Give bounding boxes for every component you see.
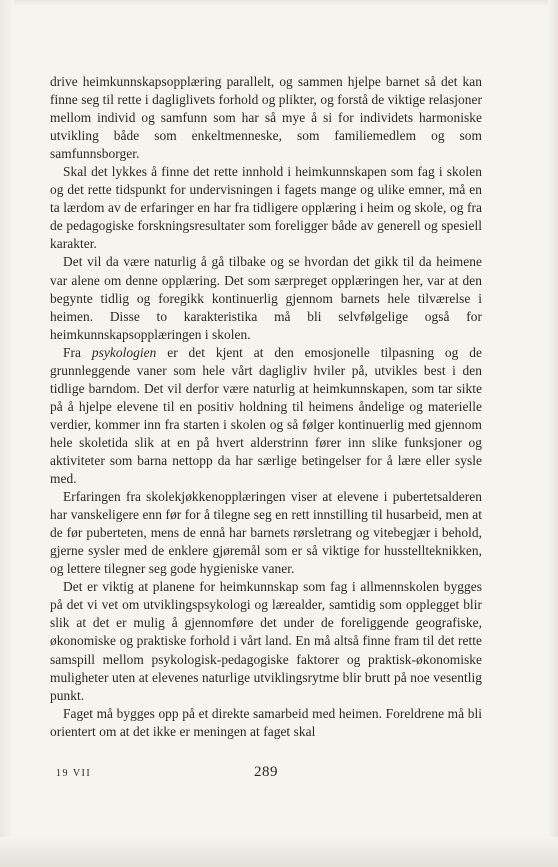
paragraph-5: Erfaringen fra skolekjøkkenopplæringen viser at elevene i pubertetsalderen har vanskeligere enn før for å tilegne seg en rett innstilling til husarbeid, men at de før puberteten, mens de ennå har barnets rørsletrang og vitebegjær i behold, gjerne sysler med de enklere gjøremål som er så viktige for husstellteknikken, og lettere tilegner seg gode hygieniske vaner.: [50, 489, 482, 577]
page-edge-left: [0, 0, 14, 867]
paragraph-4: [50, 344, 482, 488]
page-footer: [50, 765, 482, 785]
paragraph-4-text: er det kjent at den emosjonelle tilpasning og de grunnleggende vaner som hele vårt dagligliv hviler på, utvikles best i den tidlige barndom. Det vil derfor være naturlig at heimkunnskapen, som tar sikte på å hjelpe elevene til en positiv holdning til heimens åndelige og materielle verdier, kommer inn fra starten i skolen og så følger kontinuerlig med gjennom hele skoletida slik at en på hvert alderstrinn fører inn slike funksjoner og aktiviteter som barna nettopp da har særlige betingelser for å lære eller sysle med.: [50, 344, 482, 487]
page-number: 289: [254, 764, 278, 780]
body-text: [50, 73, 482, 741]
paragraph-1: drive heimkunnskapsopplæring parallelt, og sammen hjelpe barnet så det kan finne seg til rette i dagliglivets forhold og plikter, og forstå de viktige relasjoner mellom individ og samfunn som har så mye å si for individets harmoniske utvikling både som enkeltmenneske, som familiemedlem og som samfunnsborger.: [50, 74, 482, 162]
page-edge-bottom: [0, 837, 558, 867]
page-edge-top: [0, 0, 558, 6]
signature-mark: 19 VII: [56, 768, 92, 779]
page-edge-right: [548, 0, 558, 867]
paragraph-2: Skal det lykkes å finne det rette innhold i heimkunnskapen som fag i skolen og det rette tidspunkt for undervisningen i fagets mange og ulike emner, må en ta lærdom av de erfaringer en har fra tidligere opplæring i heim og skole, og fra de pedagogiske forskningsresultater som foreligger både av generell og spesiell karakter.: [50, 164, 482, 252]
paragraph-3: Det vil da være naturlig å gå tilbake og se hvordan det gikk til da heimene var alene om denne opplæring. Det som særpreget opplæringen her, var at den begynte tidlig og foregikk kontinuerlig gjennom barnets hele tilværelse i heimen. Disse to karakteristika må bli selvfølgelige også for heimkunnskapsopplæringen i skolen.: [50, 254, 482, 342]
emphasis-psykologien: psykologien: [91, 344, 157, 360]
paragraph-4-prefix: Fra: [63, 344, 92, 360]
paragraph-7: Faget må bygges opp på et direkte samarbeid med heimen. Foreldrene må bli orientert om at det ikke er meningen at faget skal: [50, 705, 482, 739]
paragraph-6: Det er viktig at planene for heimkunnskap som fag i allmennskolen bygges på det vi vet om utviklingspsykologi og lærealder, samtidig som opplegget blir slik at det er mulig å gjennomføre det under de foreliggende geografiske, økonomiske og praktiske forhold i vårt land. En må altså finne fram til det rette samspill mellom psykologisk-pedagogiske faktorer og praktisk-økonomiske muligheter uten at elevenes naturlige utviklingsrytme blir brutt på noe vesentlig punkt.: [50, 579, 482, 703]
